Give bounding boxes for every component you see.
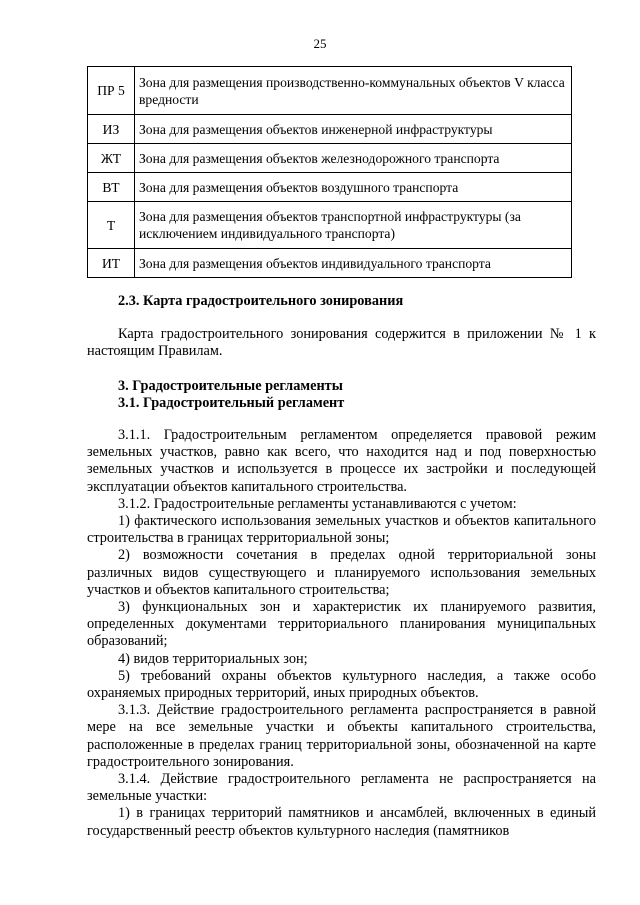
table-row [88, 144, 572, 173]
paragraph: 3.1.1. Градостроительным регламентом определяется правовой режим земельных участков, равно как всего, что находится над и под поверхностью земельных участков и используется в процессе их застройки и последующей эксплуатации объектов капитального строительства. [87, 427, 596, 495]
paragraph: 3) функциональных зон и характеристик их планируемого развития, определенных документами территориального планирования муниципальных образований; [87, 599, 596, 650]
zone-description: Зона для размещения объектов транспортной инфраструктуры (за исключением индивидуального транспорта) [135, 202, 572, 249]
section-heading: 2.3. Карта градостроительного зонирования [118, 293, 404, 309]
zone-code: ВТ [88, 173, 135, 202]
paragraph: 3.1.2. Градостроительные регламенты устанавливаются с учетом: [118, 495, 517, 512]
paragraph: 1) в границах территорий памятников и ансамблей, включенных в единый государственный реестр объектов культурного наследия (памятников [87, 805, 596, 839]
section-subheading: 3.1. Градостроительный регламент [118, 395, 345, 412]
table-row [88, 173, 572, 202]
paragraph: 3.1.3. Действие градостроительного регламента распространяется в равной мере на все земельные участки и объекты капитального строительства, расположенные в пределах границ территориальной зоны, обозначенной на карте градостроительного зонирования. [87, 702, 596, 770]
table-row [88, 249, 572, 278]
zone-code: ИТ [88, 249, 135, 278]
zone-description: Зона для размещения производственно-коммунальных объектов V класса вредности [135, 67, 572, 115]
zones-table [87, 66, 572, 278]
section-3-heading-block [87, 378, 596, 412]
page-number: 25 [313, 36, 327, 51]
table-row [88, 67, 572, 115]
zone-description: Зона для размещения объектов индивидуального транспорта [135, 249, 572, 278]
paragraph: 4) видов территориальных зон; [118, 650, 308, 667]
paragraph: 5) требований охраны объектов культурного наследия, а также особо охраняемых природных территорий, иных природных объектов. [87, 667, 596, 702]
zone-code: Т [88, 202, 135, 249]
section-2-3-heading [87, 293, 596, 310]
zone-description: Зона для размещения объектов инженерной инфраструктуры [135, 115, 572, 144]
zone-code: ИЗ [88, 115, 135, 144]
zone-code: ПР 5 [88, 67, 135, 115]
zone-description: Зона для размещения объектов воздушного транспорта [135, 173, 572, 202]
paragraph: 2) возможности сочетания в пределах одной территориальной зоны различных видов существующего и планируемого использования земельных участков и объектов капитального строительства; [87, 547, 596, 598]
section-3-body [87, 427, 596, 840]
table-row [88, 115, 572, 144]
table-row [88, 202, 572, 249]
paragraph: Карта градостроительного зонирования содержится в приложении № 1 к настоящим Правилам. [87, 326, 596, 360]
zone-code: ЖТ [88, 144, 135, 173]
paragraph: 3.1.4. Действие градостроительного регламента не распространяется на земельные участки: [87, 771, 596, 805]
paragraph: 1) фактического использования земельных участков и объектов капитального строительства в границах территориальной зоны; [87, 513, 596, 547]
section-2-3-body [87, 326, 596, 360]
section-heading: 3. Градостроительные регламенты [118, 378, 343, 394]
zone-description: Зона для размещения объектов железнодорожного транспорта [135, 144, 572, 173]
